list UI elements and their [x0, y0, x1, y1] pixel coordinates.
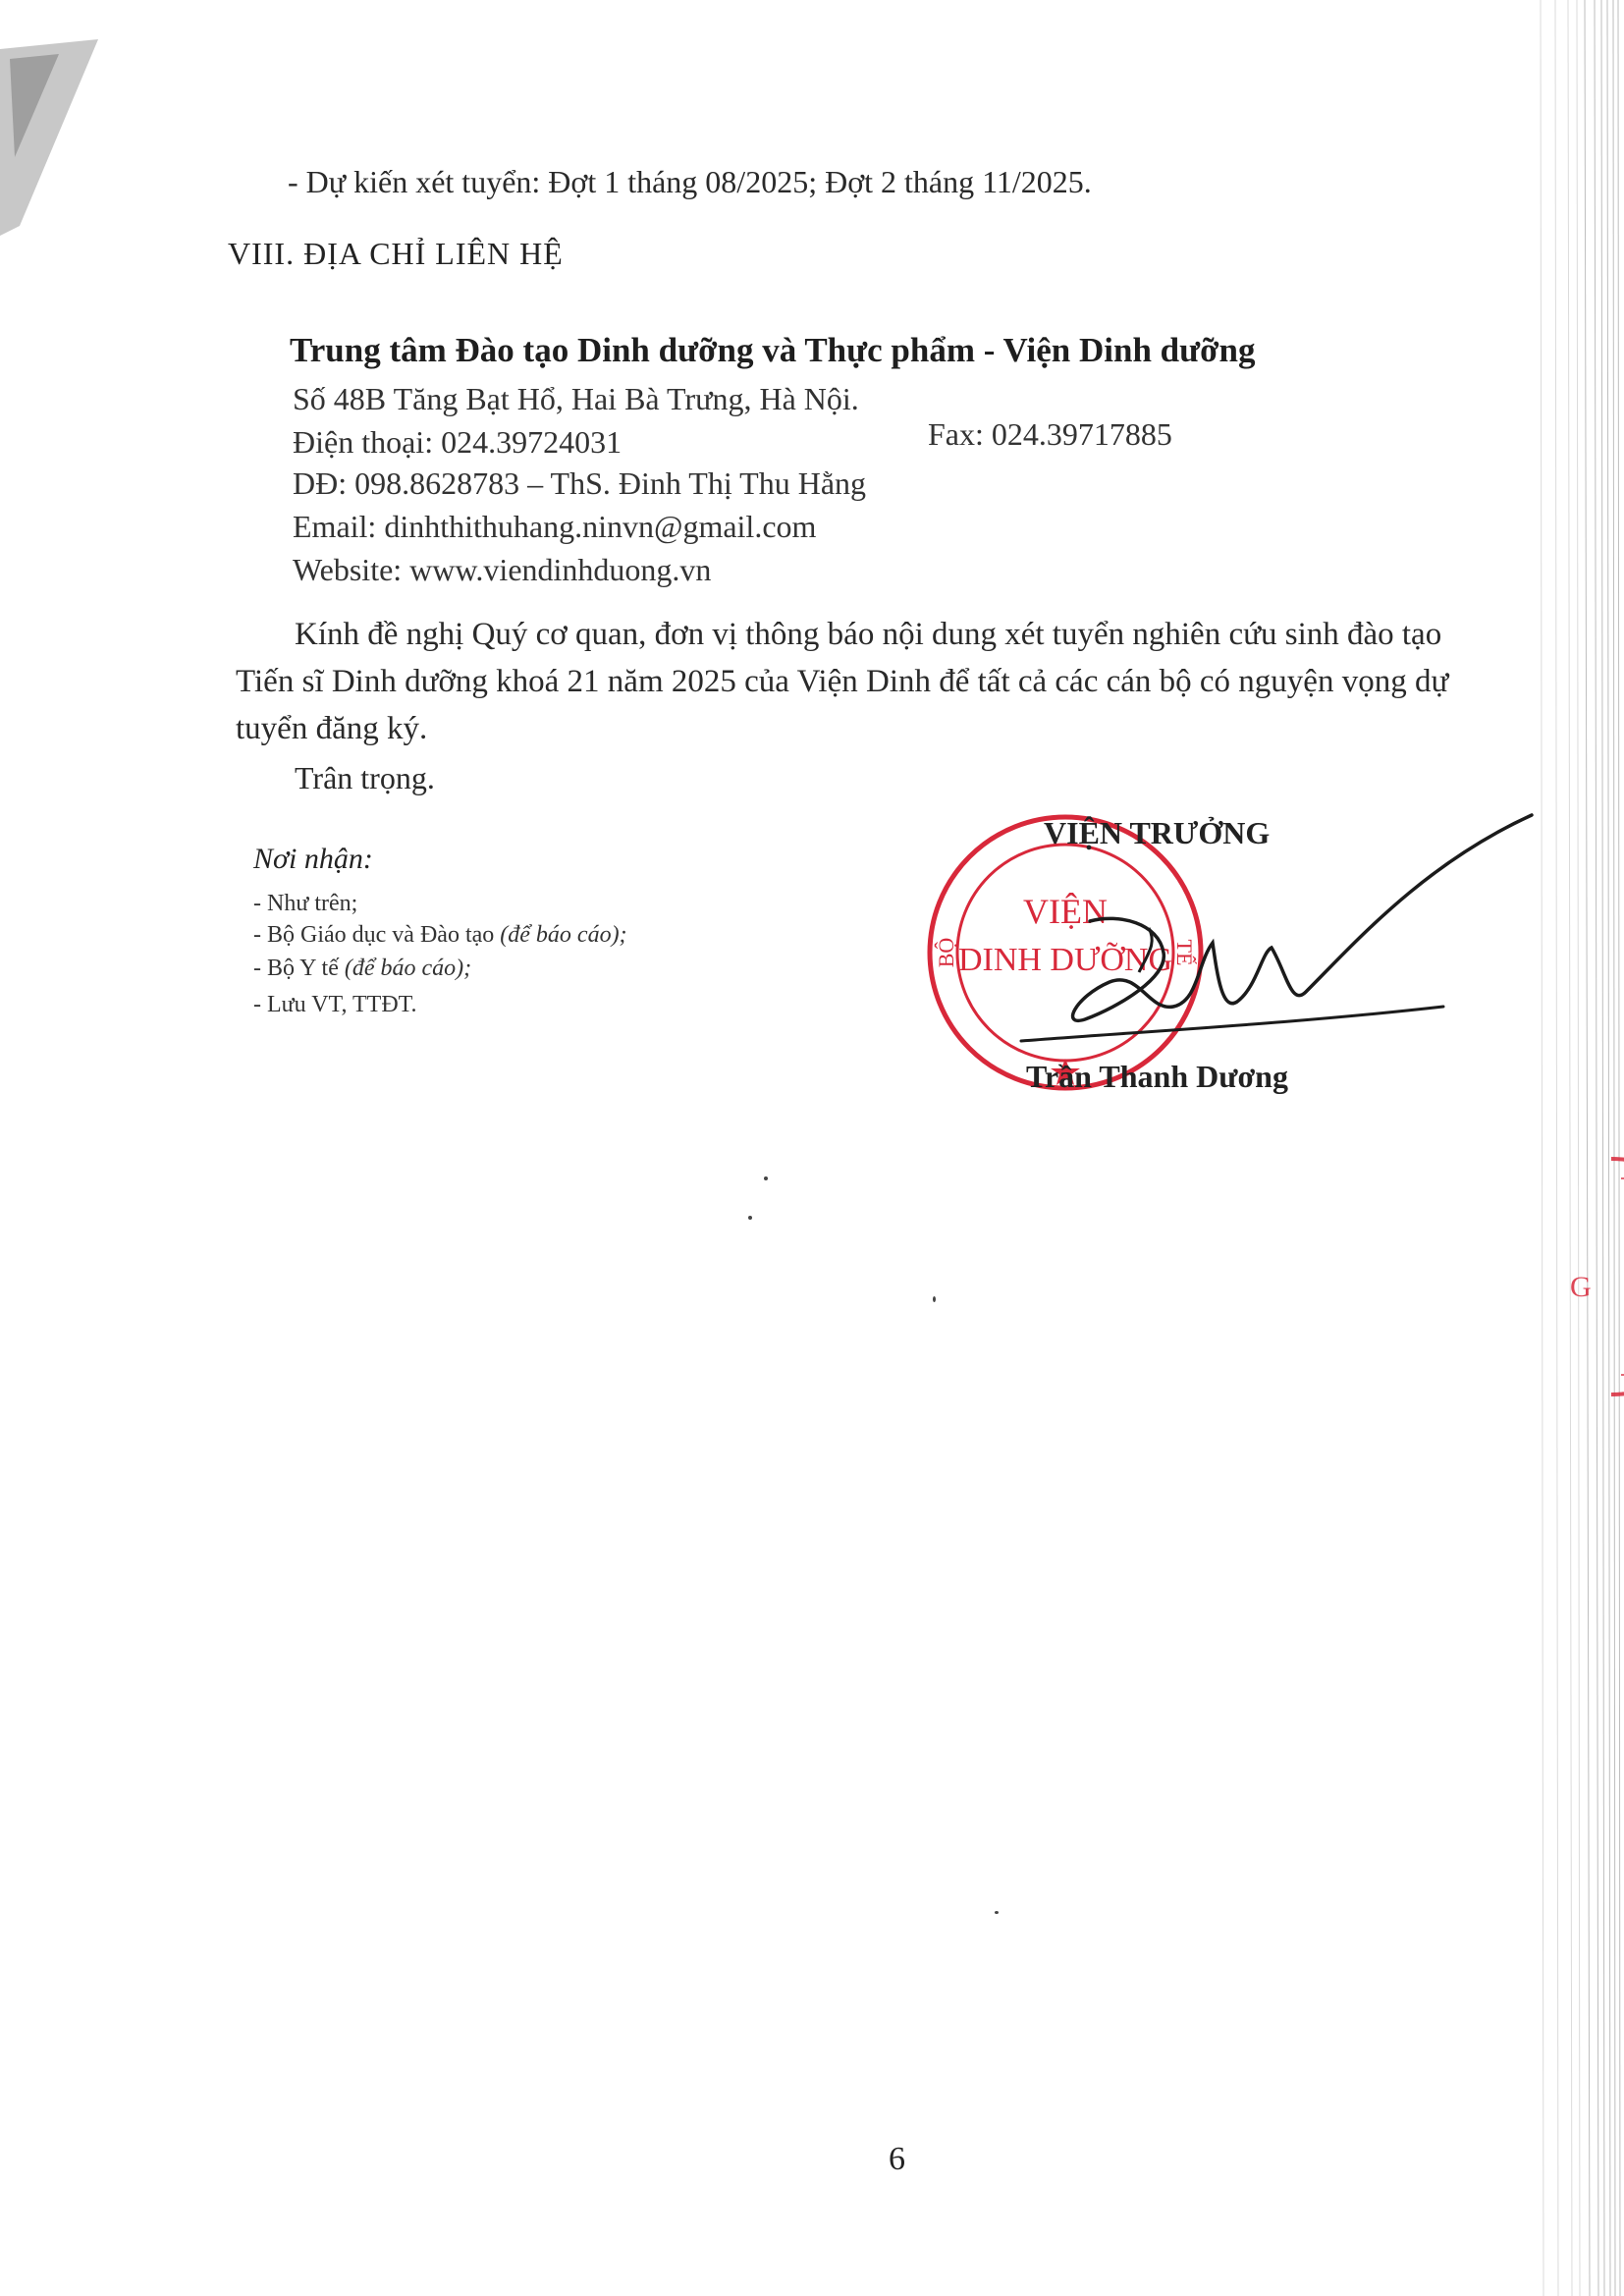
- scan-edge-artifact: [1393, 0, 1624, 2296]
- recipient-text: - Bộ Y tế: [253, 956, 345, 981]
- contact-fax: Fax: 024.39717885: [928, 416, 1172, 452]
- recipient-item: [253, 891, 357, 917]
- recipient-note: (để báo cáo);: [344, 956, 472, 981]
- training-center-name: Trung tâm Đào tạo Dinh dưỡng và Thực phẩm - Viện Dinh dưỡng: [290, 331, 1256, 369]
- scan-speck: [748, 1216, 752, 1220]
- contact-email: Email: dinhthithuhang.ninvn@gmail.com: [293, 509, 817, 544]
- page-number: 6: [889, 2141, 905, 2177]
- signer-name: Trần Thanh Dương: [1026, 1059, 1288, 1094]
- scan-speck: [933, 1296, 936, 1302]
- stamp-text-top: VIỆN: [1023, 892, 1108, 931]
- stamp-ring-left: BỘ: [934, 937, 958, 968]
- section-heading: VIII. ĐỊA CHỈ LIÊN HỆ: [228, 236, 564, 271]
- contact-phone: Điện thoại: 024.39724031: [293, 424, 623, 460]
- stamp-ring-right: TẾ: [1172, 939, 1197, 966]
- request-paragraph: Kính đề nghị Quý cơ quan, đơn vị thông báo nội dung xét tuyển nghiên cứu sinh đào tạo Tiến sĩ Dinh dưỡng khoá 21 năm 2025 của Viện Dinh để tất cả các cán bộ có nguyện vọng dự tuyển đăng ký.: [236, 617, 1449, 746]
- recipient-note: (để báo cáo);: [500, 922, 627, 948]
- contact-mobile: DĐ: 098.8628783 – ThS. Đinh Thị Thu Hằng: [293, 465, 867, 501]
- scan-fold-artifact: [0, 39, 108, 236]
- contact-website: Website: www.viendinhduong.vn: [293, 552, 712, 587]
- recipient-text: - Như trên;: [253, 891, 358, 916]
- recipient-item: [253, 956, 471, 982]
- edge-stamp-letter: G: [1570, 1271, 1592, 1303]
- stamp-text-bottom: DINH DƯỠNG: [957, 942, 1173, 978]
- signature-title: VIỆN TRƯỞNG: [1044, 815, 1271, 850]
- scan-speck: [995, 1911, 999, 1914]
- recipient-item: [253, 922, 627, 949]
- recipient-item: [253, 992, 417, 1018]
- scan-speck: [764, 1176, 768, 1180]
- schedule-line: - Dự kiến xét tuyển: Đợt 1 tháng 08/2025; Đợt 2 tháng 11/2025.: [288, 164, 1092, 199]
- recipients-title: Nơi nhận:: [253, 843, 373, 875]
- recipient-text: - Lưu VT, TTĐT.: [253, 992, 417, 1017]
- recipient-text: - Bộ Giáo dục và Đào tạo: [253, 922, 501, 948]
- handwritten-signature: [1001, 805, 1551, 1061]
- contact-address: Số 48B Tăng Bạt Hổ, Hai Bà Trưng, Hà Nội.: [293, 381, 859, 416]
- closing-text: Trân trọng.: [295, 760, 435, 795]
